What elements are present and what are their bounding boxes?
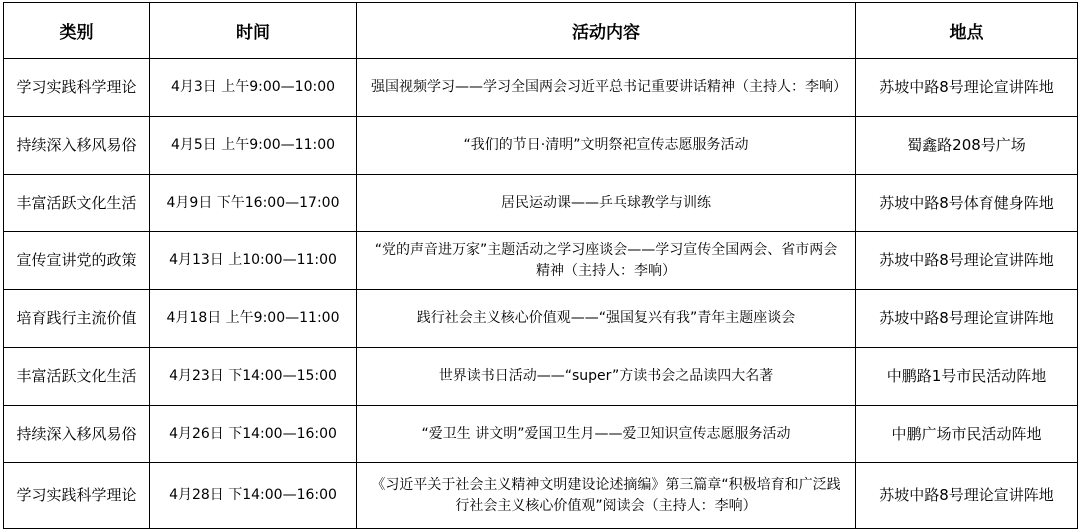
cell-content: 世界读书日活动——“super”方读书会之品读四大名著 [357,348,856,406]
cell-content: 强国视频学习——学习全国两会习近平总书记重要讲话精神（主持人：李响） [357,59,856,117]
table-header-row [4,3,1078,59]
table-row [4,117,1078,175]
cell-category: 学习实践科学理论 [4,59,150,117]
cell-place: 蜀鑫路208号广场 [856,117,1078,175]
cell-category: 培育践行主流价值 [4,290,150,348]
cell-category: 学习实践科学理论 [4,463,150,529]
cell-time: 4月26日 下14:00—16:00 [150,406,357,463]
table-row [4,348,1078,406]
cell-content: “我们的节日·清明”文明祭祀宣传志愿服务活动 [357,117,856,175]
cell-content: “党的声音进万家”主题活动之学习座谈会——学习宣传全国两会、省市两会精神（主持人：李响） [357,232,856,290]
table-row [4,232,1078,290]
cell-place: 中鹏路1号市民活动阵地 [856,348,1078,406]
table-row [4,59,1078,117]
cell-time: 4月18日 上午9:00—11:00 [150,290,357,348]
cell-category: 丰富活跃文化生活 [4,348,150,406]
cell-content: “爱卫生 讲文明”爱国卫生月——爱卫知识宣传志愿服务活动 [357,406,856,463]
activity-schedule-table [3,2,1078,529]
cell-place: 中鹏广场市民活动阵地 [856,406,1078,463]
table-row [4,406,1078,463]
cell-time: 4月13日 上10:00—11:00 [150,232,357,290]
cell-place: 苏坡中路8号理论宣讲阵地 [856,232,1078,290]
cell-place: 苏坡中路8号理论宣讲阵地 [856,59,1078,117]
header-content: 活动内容 [357,3,856,59]
cell-time: 4月3日 上午9:00—10:00 [150,59,357,117]
cell-category: 持续深入移风易俗 [4,406,150,463]
cell-category: 持续深入移风易俗 [4,117,150,175]
header-place: 地点 [856,3,1078,59]
cell-time: 4月23日 下14:00—15:00 [150,348,357,406]
cell-place: 苏坡中路8号理论宣讲阵地 [856,290,1078,348]
cell-place: 苏坡中路8号体育健身阵地 [856,175,1078,232]
cell-category: 丰富活跃文化生活 [4,175,150,232]
cell-category: 宣传宣讲党的政策 [4,232,150,290]
cell-time: 4月9日 下午16:00—17:00 [150,175,357,232]
cell-content: 践行社会主义核心价值观——“强国复兴有我”青年主题座谈会 [357,290,856,348]
cell-place: 苏坡中路8号理论宣讲阵地 [856,463,1078,529]
cell-time: 4月28日 下14:00—16:00 [150,463,357,529]
header-category: 类别 [4,3,150,59]
header-time: 时间 [150,3,357,59]
cell-time: 4月5日 上午9:00—11:00 [150,117,357,175]
cell-content: 居民运动课——乒乓球教学与训练 [357,175,856,232]
cell-content: 《习近平关于社会主义精神文明建设论述摘编》第三篇章“积极培育和广泛践行社会主义核心价值观”阅读会（主持人：李响） [357,463,856,529]
table-row [4,463,1078,529]
table-row [4,290,1078,348]
table-row [4,175,1078,232]
